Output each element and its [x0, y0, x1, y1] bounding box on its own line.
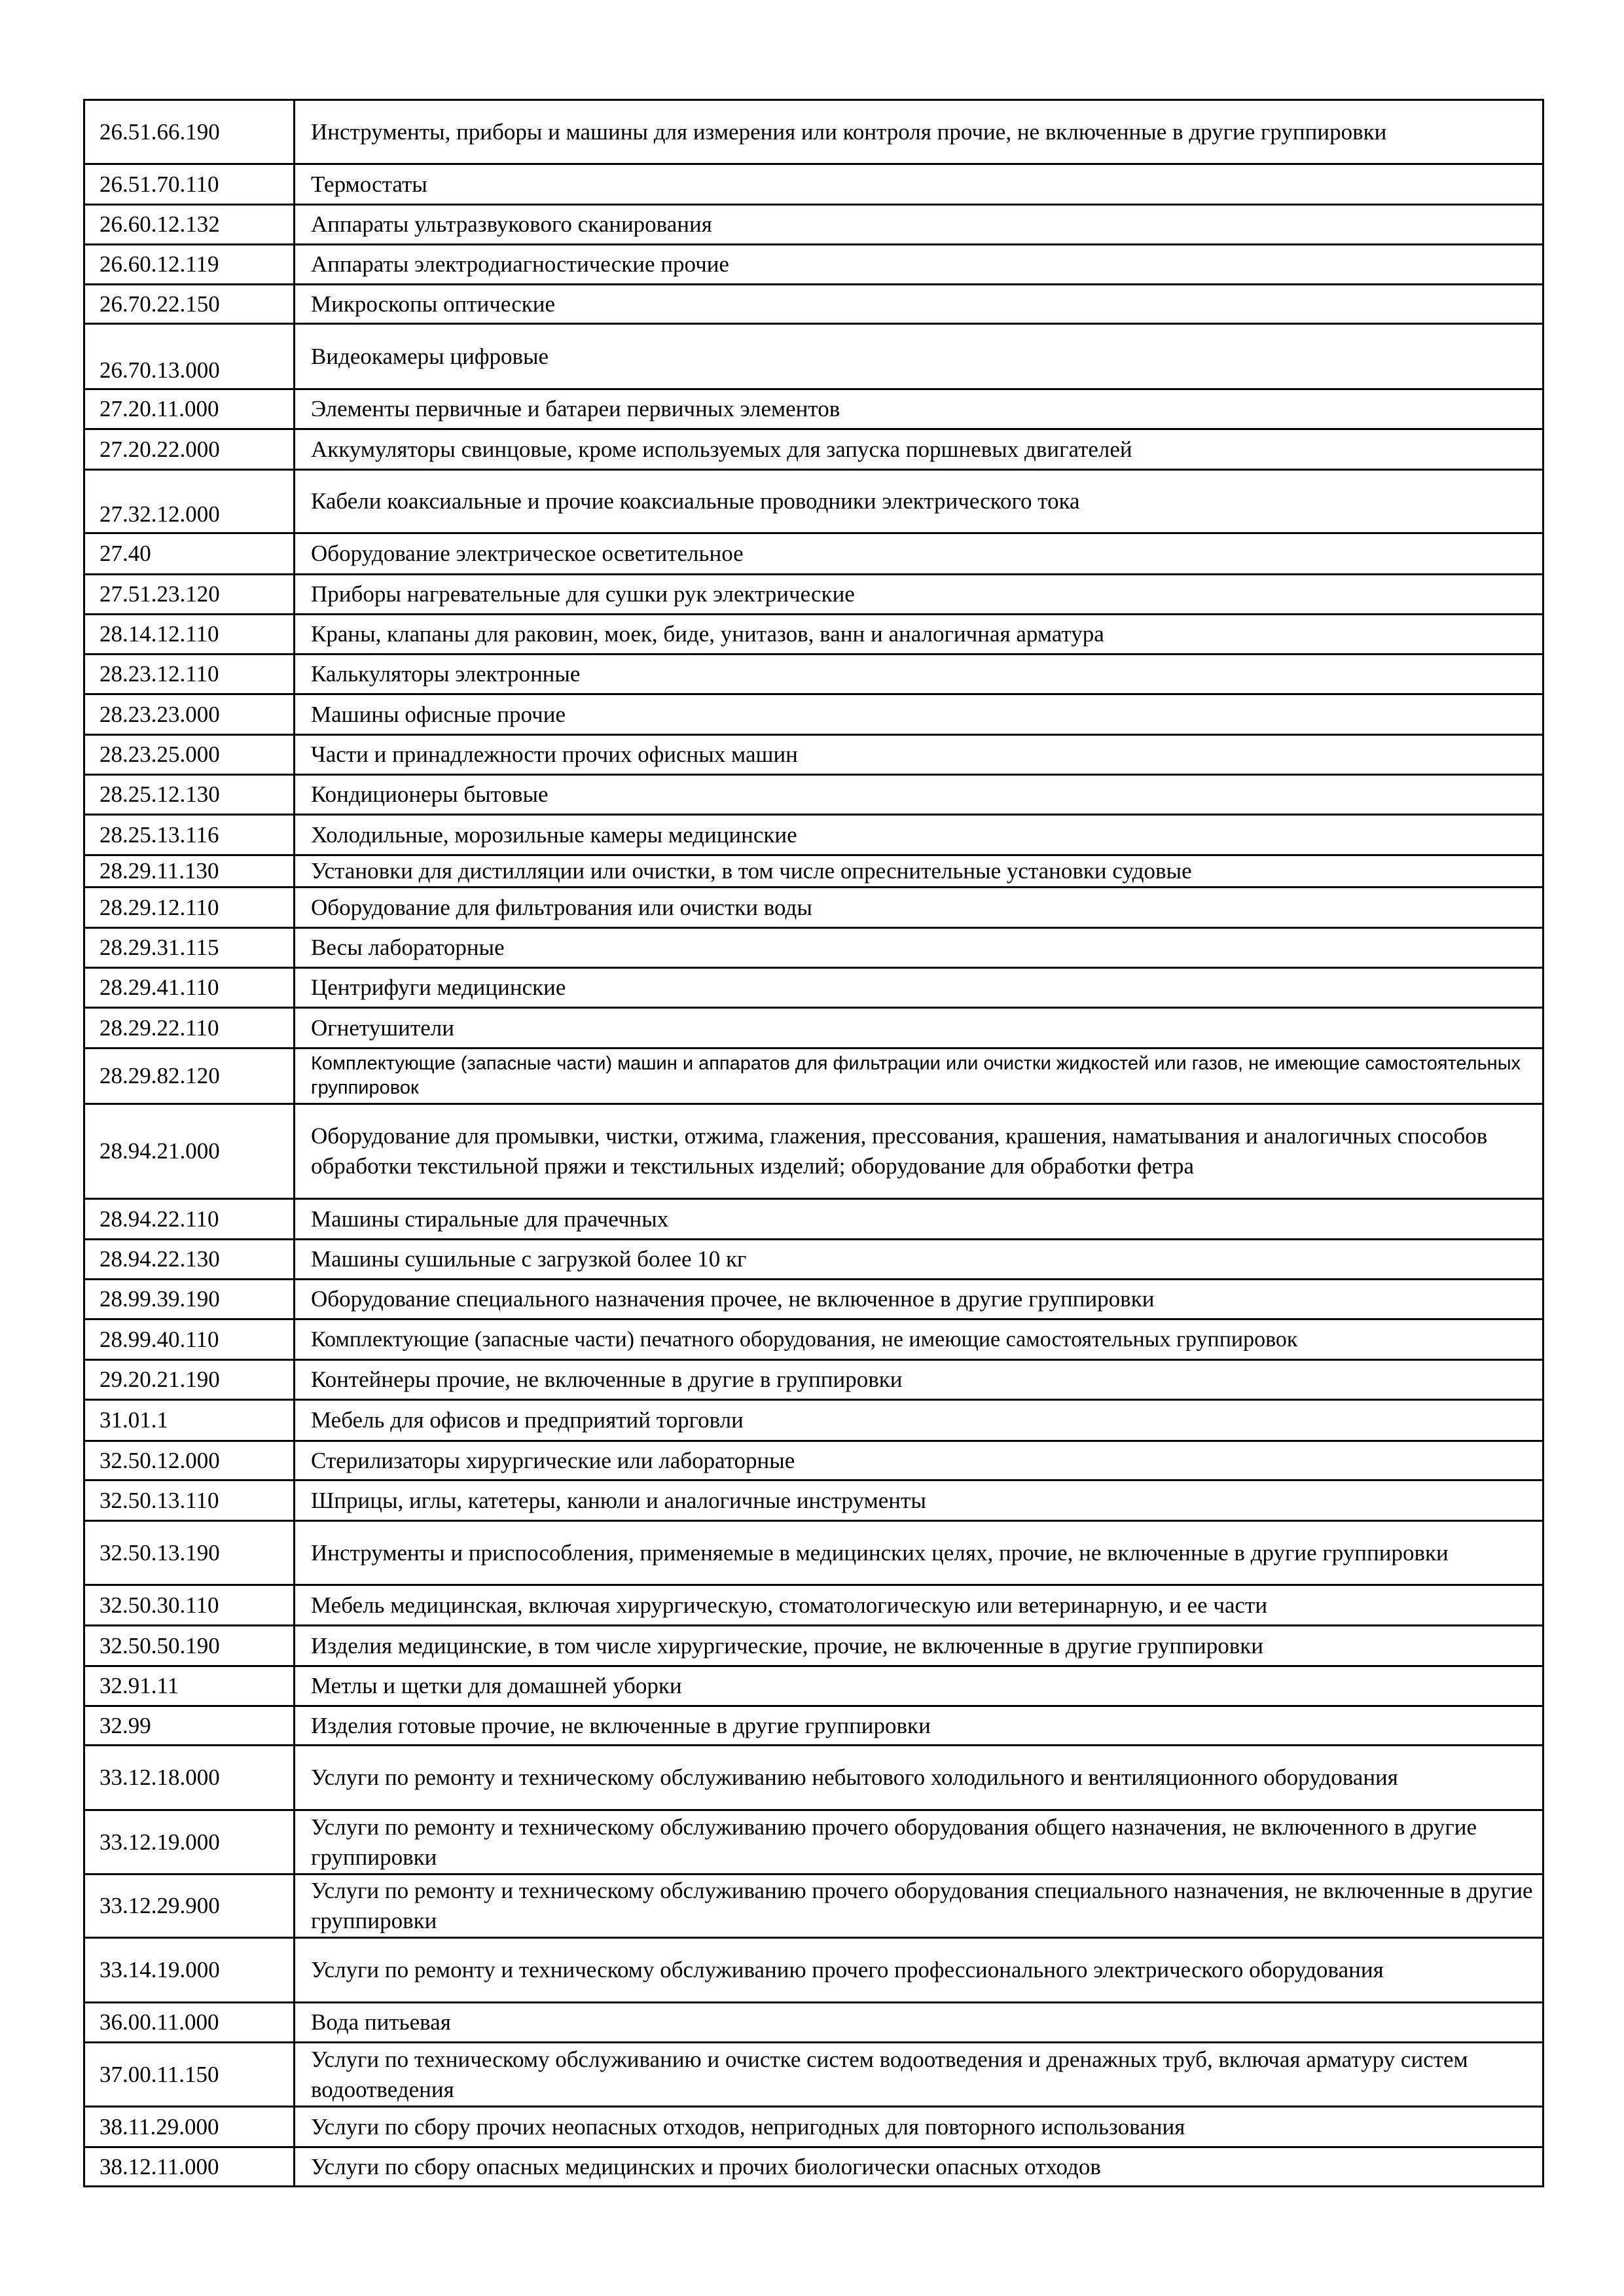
item-name-cell: Элементы первичные и батареи первичных элементов	[295, 389, 1543, 429]
okpd-code-cell: 28.94.22.130	[84, 1240, 295, 1280]
item-name-cell: Машины сушильные с загрузкой более 10 кг	[295, 1240, 1543, 1280]
table-row	[84, 2147, 1543, 2187]
item-name-cell: Установки для дистилляции или очистки, в том числе опреснительные установки судовые	[295, 855, 1543, 888]
item-name-cell: Машины офисные прочие	[295, 694, 1543, 735]
table-row	[84, 694, 1543, 735]
table-row	[84, 855, 1543, 888]
okpd-code-cell: 28.14.12.110	[84, 615, 295, 655]
item-name-cell: Аккумуляторы свинцовые, кроме используемых для запуска поршневых двигателей	[295, 429, 1543, 470]
item-name-cell: Оборудование для фильтрования или очистки воды	[295, 888, 1543, 928]
okpd-code-cell: 33.14.19.000	[84, 1938, 295, 2003]
table-row	[84, 815, 1543, 855]
item-name-cell: Услуги по ремонту и техническому обслуживанию прочего оборудования общего назначения, не включенного в другие группировки	[295, 1810, 1543, 1874]
item-name-cell: Весы лабораторные	[295, 928, 1543, 968]
item-name-cell: Оборудование для промывки, чистки, отжима, глажения, прессования, крашения, наматывания и аналогичных способов обработки текстильной пряжи и текстильных изделий; оборудование для обработки фетра	[295, 1104, 1543, 1199]
okpd-code-cell: 32.50.30.110	[84, 1585, 295, 1626]
table-row	[84, 615, 1543, 655]
okpd-code-cell: 38.12.11.000	[84, 2147, 295, 2187]
item-name-cell: Кабели коаксиальные и прочие коаксиальные проводники электрического тока	[295, 470, 1543, 533]
table-row	[84, 164, 1543, 205]
okpd-code-cell: 33.12.19.000	[84, 1810, 295, 1874]
okpd-code-cell: 29.20.21.190	[84, 1360, 295, 1400]
okpd-code-cell: 32.50.12.000	[84, 1441, 295, 1480]
table-row	[84, 533, 1543, 575]
item-name-cell: Оборудование специального назначения прочее, не включенное в другие группировки	[295, 1280, 1543, 1319]
table-row	[84, 888, 1543, 928]
table-row	[84, 1874, 1543, 1938]
okpd-code-cell: 38.11.29.000	[84, 2107, 295, 2147]
table-row	[84, 735, 1543, 775]
table-row	[84, 1049, 1543, 1104]
okpd-code-cell: 28.94.21.000	[84, 1104, 295, 1199]
okpd-code-cell: 28.29.82.120	[84, 1049, 295, 1104]
item-name-cell: Услуги по сбору прочих неопасных отходов, непригодных для повторного использования	[295, 2107, 1543, 2147]
okpd-code-cell: 28.23.12.110	[84, 655, 295, 694]
table-body	[84, 100, 1543, 2187]
table-row	[84, 1199, 1543, 1240]
okpd-code-cell: 26.51.70.110	[84, 164, 295, 205]
item-name-cell: Мебель для офисов и предприятий торговли	[295, 1400, 1543, 1441]
table-row	[84, 1521, 1543, 1585]
okpd-code-cell: 28.29.41.110	[84, 968, 295, 1008]
item-name-cell: Услуги по сбору опасных медицинских и прочих биологически опасных отходов	[295, 2147, 1543, 2187]
okpd-code-cell: 28.25.13.116	[84, 815, 295, 855]
item-name-cell: Услуги по ремонту и техническому обслуживанию небытового холодильного и вентиляционного оборудования	[295, 1746, 1543, 1810]
item-name-cell: Изделия медицинские, в том числе хирургические, прочие, не включенные в другие группировки	[295, 1626, 1543, 1666]
table-row	[84, 1400, 1543, 1441]
item-name-cell: Оборудование электрическое осветительное	[295, 533, 1543, 575]
table-row	[84, 1280, 1543, 1319]
table-row	[84, 928, 1543, 968]
table-row	[84, 2107, 1543, 2147]
item-name-cell: Услуги по ремонту и техническому обслуживанию прочего профессионального электрического оборудования	[295, 1938, 1543, 2003]
okpd-code-cell: 27.20.22.000	[84, 429, 295, 470]
table-row	[84, 100, 1543, 164]
table-row	[84, 2003, 1543, 2043]
item-name-cell: Стерилизаторы хирургические или лабораторные	[295, 1441, 1543, 1480]
okpd-code-cell: 26.51.66.190	[84, 100, 295, 164]
okpd-code-cell: 32.91.11	[84, 1666, 295, 1706]
table-row	[84, 285, 1543, 324]
table-row	[84, 205, 1543, 245]
table-row	[84, 2043, 1543, 2107]
table-row	[84, 655, 1543, 694]
item-name-cell: Изделия готовые прочие, не включенные в другие группировки	[295, 1706, 1543, 1746]
okpd-code-cell: 36.00.11.000	[84, 2003, 295, 2043]
okpd-code-cell: 28.99.39.190	[84, 1280, 295, 1319]
okpd-code-cell: 28.29.11.130	[84, 855, 295, 888]
table-row	[84, 429, 1543, 470]
okpd-code-cell: 28.29.12.110	[84, 888, 295, 928]
item-name-cell: Аппараты ультразвукового сканирования	[295, 205, 1543, 245]
table-row	[84, 1626, 1543, 1666]
okpd-code-cell: 32.99	[84, 1706, 295, 1746]
item-name-cell: Приборы нагревательные для сушки рук электрические	[295, 575, 1543, 615]
okpd-code-cell: 27.20.11.000	[84, 389, 295, 429]
table-row	[84, 575, 1543, 615]
table-row	[84, 1360, 1543, 1400]
item-name-cell: Метлы и щетки для домашней уборки	[295, 1666, 1543, 1706]
table-row	[84, 1585, 1543, 1626]
table-row	[84, 1319, 1543, 1360]
okpd-code-cell: 28.94.22.110	[84, 1199, 295, 1240]
okpd-code-cell: 26.60.12.132	[84, 205, 295, 245]
okpd-code-cell: 32.50.50.190	[84, 1626, 295, 1666]
item-name-cell: Центрифуги медицинские	[295, 968, 1543, 1008]
item-name-cell: Вода питьевая	[295, 2003, 1543, 2043]
okpd-code-cell: 33.12.18.000	[84, 1746, 295, 1810]
table-row	[84, 1810, 1543, 1874]
table-row	[84, 1666, 1543, 1706]
table-row	[84, 324, 1543, 389]
okpd-code-cell: 33.12.29.900	[84, 1874, 295, 1938]
okpd-code-cell: 26.70.22.150	[84, 285, 295, 324]
item-name-cell: Аппараты электродиагностические прочие	[295, 245, 1543, 285]
item-name-cell: Контейнеры прочие, не включенные в другие в группировки	[295, 1360, 1543, 1400]
okpd-code-cell: 28.99.40.110	[84, 1319, 295, 1360]
table-row	[84, 1938, 1543, 2003]
item-name-cell: Инструменты и приспособления, применяемые в медицинских целях, прочие, не включенные в другие группировки	[295, 1521, 1543, 1585]
table-row	[84, 1008, 1543, 1049]
table-row	[84, 1441, 1543, 1480]
table-row	[84, 1480, 1543, 1521]
item-name-cell: Части и принадлежности прочих офисных машин	[295, 735, 1543, 775]
table-row	[84, 1706, 1543, 1746]
okpd-code-cell: 26.60.12.119	[84, 245, 295, 285]
table-row	[84, 968, 1543, 1008]
table-row	[84, 470, 1543, 533]
item-name-cell: Услуги по ремонту и техническому обслуживанию прочего оборудования специального назначения, не включенные в другие группировки	[295, 1874, 1543, 1938]
item-name-cell: Мебель медицинская, включая хирургическую, стоматологическую или ветеринарную, и ее части	[295, 1585, 1543, 1626]
okpd-code-cell: 31.01.1	[84, 1400, 295, 1441]
table-row	[84, 245, 1543, 285]
item-name-cell: Комплектующие (запасные части) машин и аппаратов для фильтрации или очистки жидкостей или газов, не имеющие самостоятельных группировок	[295, 1049, 1543, 1104]
item-name-cell: Услуги по техническому обслуживанию и очистке систем водоотведения и дренажных труб, включая арматуру систем водоотведения	[295, 2043, 1543, 2107]
okpd-codes-table	[83, 99, 1544, 2187]
okpd-code-cell: 32.50.13.110	[84, 1480, 295, 1521]
table-row	[84, 1104, 1543, 1199]
table-row	[84, 775, 1543, 815]
table-row	[84, 1746, 1543, 1810]
item-name-cell: Видеокамеры цифровые	[295, 324, 1543, 389]
table-row	[84, 1240, 1543, 1280]
okpd-code-cell: 27.32.12.000	[84, 470, 295, 533]
item-name-cell: Инструменты, приборы и машины для измерения или контроля прочие, не включенные в другие группировки	[295, 100, 1543, 164]
okpd-code-cell: 26.70.13.000	[84, 324, 295, 389]
item-name-cell: Огнетушители	[295, 1008, 1543, 1049]
table-row	[84, 389, 1543, 429]
item-name-cell: Краны, клапаны для раковин, моек, биде, унитазов, ванн и аналогичная арматура	[295, 615, 1543, 655]
item-name-cell: Шприцы, иглы, катетеры, канюли и аналогичные инструменты	[295, 1480, 1543, 1521]
okpd-code-cell: 28.25.12.130	[84, 775, 295, 815]
okpd-code-cell: 28.23.23.000	[84, 694, 295, 735]
okpd-code-cell: 37.00.11.150	[84, 2043, 295, 2107]
okpd-code-cell: 28.29.31.115	[84, 928, 295, 968]
okpd-code-cell: 27.40	[84, 533, 295, 575]
item-name-cell: Холодильные, морозильные камеры медицинские	[295, 815, 1543, 855]
okpd-code-cell: 28.23.25.000	[84, 735, 295, 775]
okpd-code-cell: 28.29.22.110	[84, 1008, 295, 1049]
item-name-cell: Машины стиральные для прачечных	[295, 1199, 1543, 1240]
okpd-code-cell: 32.50.13.190	[84, 1521, 295, 1585]
okpd-code-cell: 27.51.23.120	[84, 575, 295, 615]
item-name-cell: Микроскопы оптические	[295, 285, 1543, 324]
item-name-cell: Комплектующие (запасные части) печатного оборудования, не имеющие самостоятельных группировок	[295, 1319, 1543, 1360]
item-name-cell: Термостаты	[295, 164, 1543, 205]
item-name-cell: Кондиционеры бытовые	[295, 775, 1543, 815]
item-name-cell: Калькуляторы электронные	[295, 655, 1543, 694]
